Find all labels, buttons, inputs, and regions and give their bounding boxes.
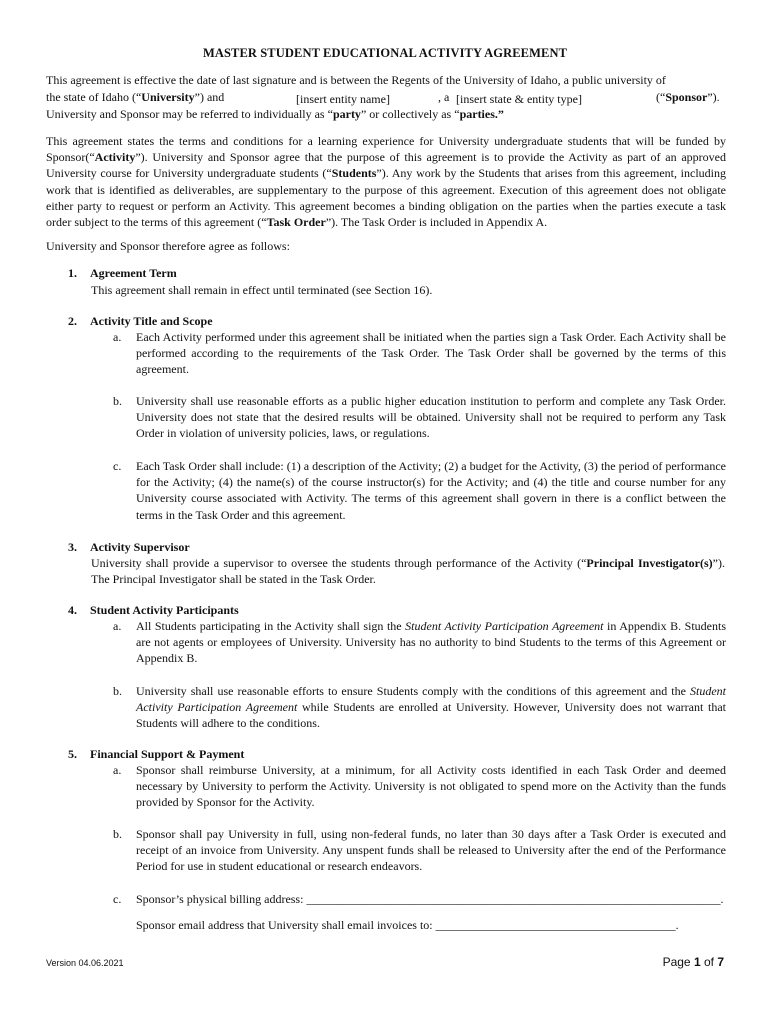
sponsor-defined-term: (“Sponsor”). xyxy=(656,90,720,104)
section-5-heading: 5. Financial Support & Payment xyxy=(68,747,245,761)
section-1-body: This agreement shall remain in effect until terminated (see Section 16). xyxy=(91,283,433,297)
agree-statement: University and Sponsor therefore agree as follows: xyxy=(46,239,290,253)
version-label: Version 04.06.2021 xyxy=(46,958,124,968)
section-4-heading: 4. Student Activity Participants xyxy=(68,603,239,617)
billing-address-field[interactable]: Sponsor’s physical billing address: _____________________________________________________________________. xyxy=(136,892,724,906)
section-2-heading: 2. Activity Title and Scope xyxy=(68,314,213,328)
intro-line-3: University and Sponsor may be referred to individually as “party” or collectively as “parties.” xyxy=(46,107,504,121)
section-1-heading: 1. Agreement Term xyxy=(68,266,177,280)
document-page: MASTER STUDENT EDUCATIONAL ACTIVITY AGREEMENT This agreement is effective the date of last signature and is between the Regents of the University of Idaho, a public university of the state of Idaho (“University”) and [insert entity name] , a [insert state & entity type] (“Sponsor”). University and Sponsor may be referred to individually as “party” or collectively as “parties.” This agreement states the terms and conditions for a learning experience for University undergraduate students that will be funded by Sponsor(“Activity”). University and Sponsor agree that the purpose of this agreement is to provide the Activity as part of an approved University course for University undergraduate students (“Students”). Any work by the Students that arises from this agreement, including work that is identified as deliverables, are supplementary to the purpose of this agreement. Execution of this agreement does not obligate either party to request or perform an Activity. This agreement becomes a binding obligation on the parties when the parties execute a task order subject to the terms of this agreement (“Task Order”). The Task Order is included in Appendix A. University and Sponsor therefore agree as follows: 1. Agreement Term This agreement shall remain in effect until terminated (see Section 16). 2. Activity Title and Scope a. Each Activity performed under this agreement shall be initiated when the parties sign a Task Order. Each Activity shall be performed according to the requirements of the Task Order. The Task Order shall be governed by the terms of this agreement. b. University shall use reasonable efforts as a public higher education institution to perform and complete any Task Order. University does not state that the desired results will be obtained. University shall not be required to perform any Task Order in violation of university policies, laws, or regulations. c. Each Task Order shall include: (1) a description of the Activity; (2) a budget for the Activity, (3) the period of performance for the Activity; (4) the name(s) of the course instructor(s) for the Activity; and (4) the title and course number for any University course associated with Activity. The terms of this agreement shall govern in there is a conflict between the terms in the Task Order and this agreement. 3. Activity Supervisor University shall provide a supervisor to oversee the students through performance of the Activity (“Principal Investigator(s)”). The Principal Investigator shall be stated in the Task Order. 4. Student Activity Participants a. All Students participating in the Activity shall sign the Student Activity Participation Agreement in Appendix B. Students are not agents or employees of University. University has no authority to bind Students to the terms of this Agreement or Appendix B. b. University shall use reasonable efforts to ensure Students comply with the conditions of this agreement and the Student Activity Participation Agreement while Students are enrolled at University. However, University does not warrant that Students will adhere to the conditions. 5. Financial Support & Payment a. Sponsor shall reimburse University, at a minimum, for all Activity costs identified in each Task Order and deemed necessary by University to perform the Activity. University is not obligated to spend more on the Activity than the funds provided by Sponsor for the Activity. b. Sponsor shall pay University in full, using non-federal funds, no later than 30 days after a Task Order is executed and receipt of an invoice from University. Any unspent funds shall be released to University after the end of the Performance Period for use in student educational or research endeavors. c. Sponsor’s physical billing address: _____________________________________________________________________. Sponsor email address that University shall email invoices to: ________________________________________. Version 04.06.2021 Page 1 of 7 xyxy=(0,0,770,1024)
section-3-heading: 3. Activity Supervisor xyxy=(68,540,190,554)
section-3-body: University shall provide a supervisor to oversee the students through performance of the Activity (“Principal Investigator(s)”). The Principal Investigator shall be stated in the Task Order. xyxy=(91,556,725,587)
state-entity-type-field[interactable]: [insert state & entity type] xyxy=(456,92,582,106)
intro-line-2: the state of Idaho (“University”) and [insert entity name] , a [insert state & entity type] (“Sponsor”). xyxy=(46,90,720,106)
invoice-email-field[interactable]: Sponsor email address that University shall email invoices to: ________________________________________. xyxy=(136,918,679,932)
intro-line-1: This agreement is effective the date of last signature and is between the Regents of the University of Idaho, a public university of xyxy=(46,73,666,87)
page-number: Page 1 of 7 xyxy=(662,955,724,969)
document-title: MASTER STUDENT EDUCATIONAL ACTIVITY AGREEMENT xyxy=(202,46,568,60)
purpose-paragraph: This agreement states the terms and conditions for a learning experience for University undergraduate students that will be funded by Sponsor(“Activity”). University and Sponsor agree that the purpose of this agreement is to provide the Activity as part of an approved University course for University undergraduate students (“Students”). Any work by the Students that arises from this agreement, including work that is identified as deliverables, are supplementary to the purpose of this agreement. Execution of this agreement does not obligate either party to request or perform an Activity. This agreement becomes a binding obligation on the parties when the parties execute a task order subject to the terms of this agreement (“Task Order”). The Task Order is included in Appendix A. xyxy=(46,134,727,230)
entity-name-field[interactable]: [insert entity name] xyxy=(296,92,390,106)
